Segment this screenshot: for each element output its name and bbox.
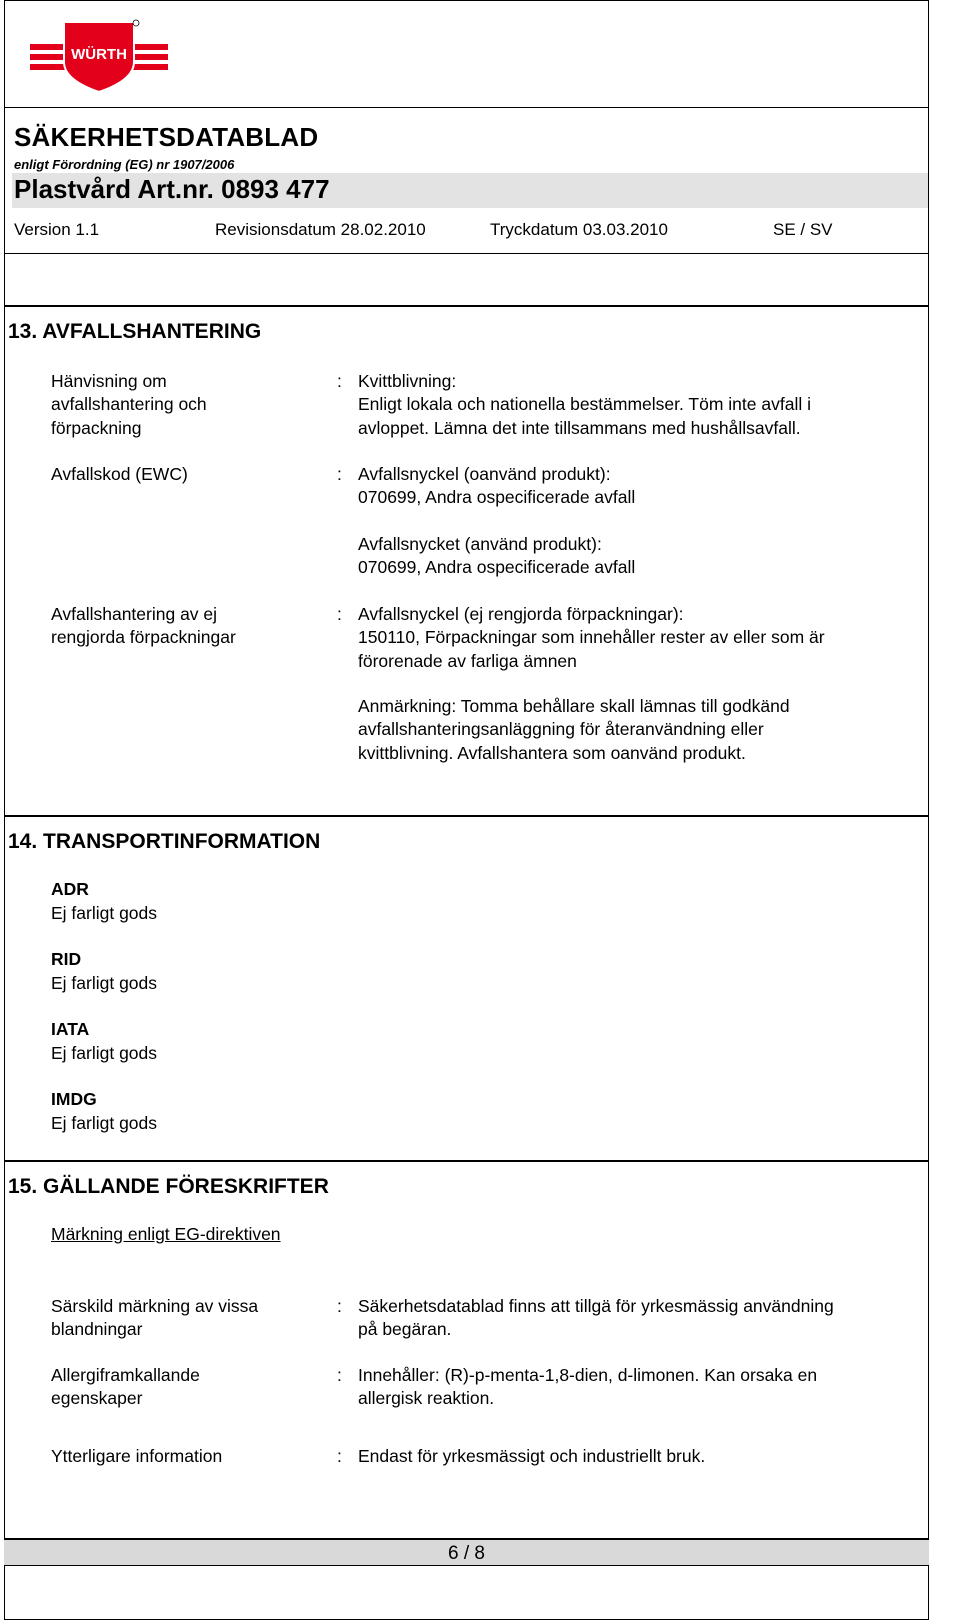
page-number: 6 / 8 bbox=[448, 1543, 485, 1564]
label-special-marking: Särskild märkning av vissa blandningar bbox=[51, 1296, 259, 1340]
section15-divider bbox=[4, 1160, 929, 1162]
wurth-logo bbox=[28, 18, 170, 94]
doc-subtitle: enligt Förordning (EG) nr 1907/2006 bbox=[14, 157, 235, 172]
transport-status: Ej farligt gods bbox=[51, 903, 158, 923]
page-footer bbox=[4, 1538, 929, 1566]
transport-mode-adr: ADR bbox=[51, 879, 89, 899]
value-waste-reference: Kvittblivning: Enligt lokala och nationella bestämmelser. Töm inte avfall i avloppet. Lämna det inte tillsammans med hushållsavfall. bbox=[358, 371, 811, 438]
label-uncleaned-packaging: Avfallshantering av ej rengjorda förpackningar bbox=[51, 604, 236, 648]
value-packaging-remark: Anmärkning: Tomma behållare skall lämnas till godkänd avfallshanteringsanläggning för återanvändning eller kvittblivning. Avfallshantera som oanvänd produkt. bbox=[358, 696, 790, 763]
label-further-info: Ytterligare information bbox=[51, 1446, 223, 1466]
locale-text: SE / SV bbox=[773, 220, 833, 239]
section14-divider bbox=[4, 815, 929, 817]
colon: : bbox=[337, 464, 342, 484]
transport-mode-imdg: IMDG bbox=[51, 1089, 97, 1109]
value-special-marking: Säkerhetsdatablad finns att tillgä för yrkesmässig användning på begäran. bbox=[358, 1296, 834, 1340]
colon: : bbox=[337, 1296, 342, 1316]
transport-status: Ej farligt gods bbox=[51, 1043, 158, 1063]
meta-divider bbox=[4, 253, 929, 254]
transport-status: Ej farligt gods bbox=[51, 973, 158, 993]
label-allergenic: Allergiframkallande egenskaper bbox=[51, 1365, 200, 1409]
transport-mode-rid: RID bbox=[51, 949, 82, 969]
transport-mode-iata: IATA bbox=[51, 1019, 90, 1039]
labelling-subheading: Märkning enligt EG-direktiven bbox=[51, 1224, 281, 1244]
section15-title: 15. GÄLLANDE FÖRESKRIFTER bbox=[8, 1175, 329, 1198]
label-waste-reference: Hänvisning om avfallshantering och förpackning bbox=[51, 371, 207, 438]
value-uncleaned-packaging: Avfallsnyckel (ej rengjorda förpackningar): 150110, Förpackningar som innehåller rester av eller som är förorenade av farliga ämnen bbox=[358, 604, 825, 671]
value-further-info: Endast för yrkesmässigt och industriellt bruk. bbox=[358, 1446, 706, 1466]
logo-text: WÜRTH bbox=[71, 46, 127, 63]
colon: : bbox=[337, 604, 342, 624]
product-title: Plastvård Art.nr. 0893 477 bbox=[14, 174, 330, 204]
print-date: Tryckdatum 03.03.2010 bbox=[490, 220, 668, 239]
version-text: Version 1.1 bbox=[14, 220, 100, 239]
colon: : bbox=[337, 1365, 342, 1385]
value-allergenic: Innehåller: (R)-p-menta-1,8-dien, d-limonen. Kan orsaka en allergisk reaktion. bbox=[358, 1365, 818, 1409]
section14-title: 14. TRANSPORTINFORMATION bbox=[8, 830, 321, 853]
header-divider bbox=[4, 107, 929, 108]
transport-status: Ej farligt gods bbox=[51, 1113, 158, 1133]
section13-title: 13. AVFALLSHANTERING bbox=[8, 320, 262, 343]
section13-divider bbox=[4, 305, 929, 307]
label-waste-code: Avfallskod (EWC) bbox=[51, 464, 188, 484]
doc-title: SÄKERHETSDATABLAD bbox=[14, 122, 319, 152]
revision-date: Revisionsdatum 28.02.2010 bbox=[215, 220, 426, 239]
value-waste-code-unused: Avfallsnyckel (oanvänd produkt): 070699, Andra ospecificerade avfall bbox=[358, 464, 636, 508]
colon: : bbox=[337, 371, 342, 391]
colon: : bbox=[337, 1446, 342, 1466]
value-waste-code-used: Avfallsnycket (använd produkt): 070699, Andra ospecificerade avfall bbox=[358, 534, 636, 578]
